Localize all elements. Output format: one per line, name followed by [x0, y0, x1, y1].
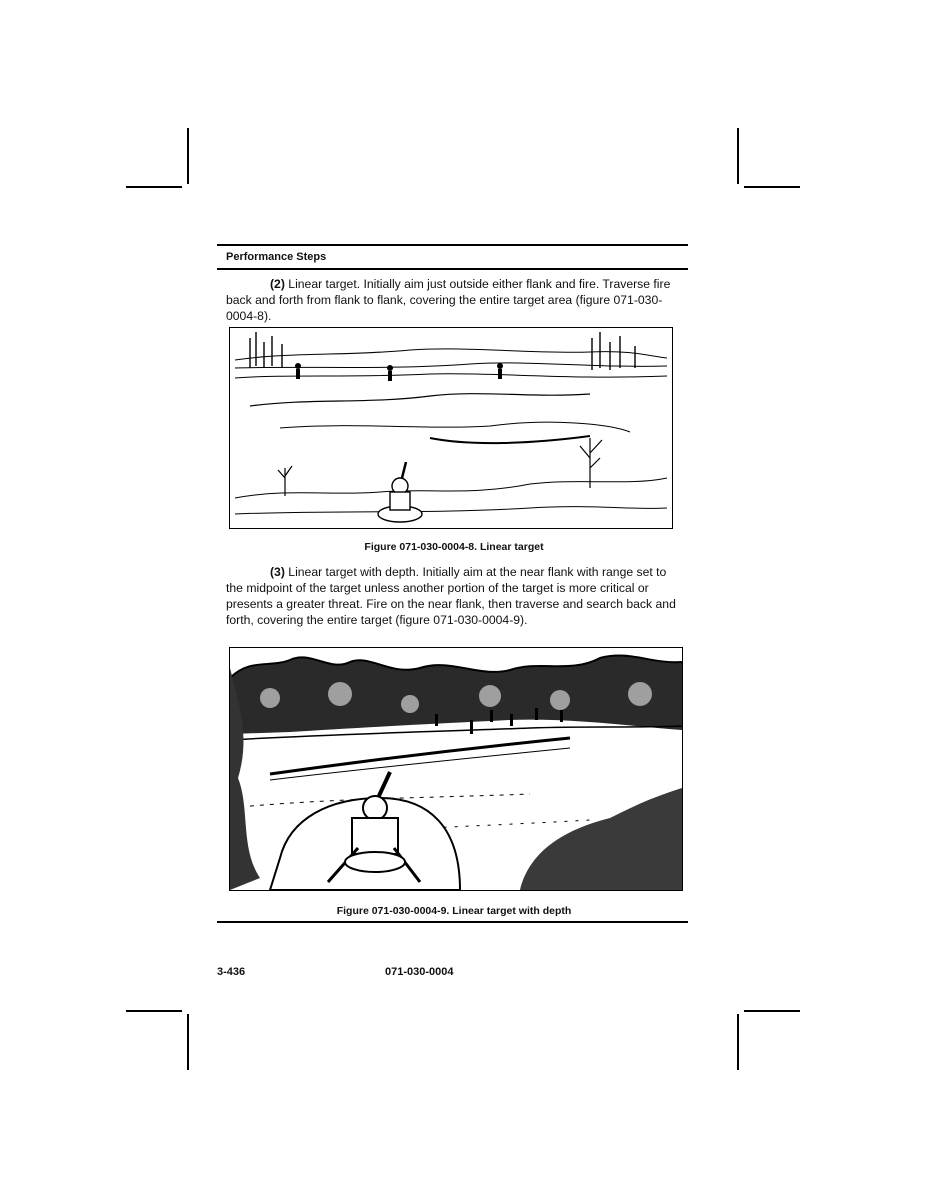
crop-mark-top-left-v	[187, 128, 189, 184]
header-bottom-rule	[217, 268, 688, 270]
step-2-number: (2)	[270, 277, 285, 291]
crop-mark-bottom-left-h	[126, 1010, 182, 1012]
step-2-paragraph	[226, 276, 682, 324]
crop-mark-bottom-right-h	[744, 1010, 800, 1012]
crop-mark-bottom-left-v	[187, 1014, 189, 1070]
footer-top-rule	[217, 921, 688, 923]
page-number: 3-436	[217, 966, 246, 978]
step-3-number: (3)	[270, 565, 285, 579]
crop-mark-top-right-h	[744, 186, 800, 188]
task-number: 071-030-0004	[385, 966, 454, 978]
linear-target-with-depth-sketch	[230, 648, 682, 890]
step-2-text: Linear target. Initially aim just outside either flank and fire. Traverse fire back and forth from flank to flank, covering the entire target area (figure 071-030-0004-8).	[226, 277, 671, 323]
figure-9-caption: Figure 071-030-0004-9. Linear target with depth	[336, 905, 572, 917]
section-label: Performance Steps	[226, 251, 327, 263]
crop-mark-bottom-right-v	[737, 1014, 739, 1070]
figure-8-caption: Figure 071-030-0004-8. Linear target	[364, 541, 544, 553]
step-3-text: Linear target with depth. Initially aim at the near flank with range set to the midpoint of the target unless another portion of the target is more critical or presents a greater threat. Fire on the near flank, then traverse and search back and forth, covering the entire target (figure 071-030-0004-9).	[226, 565, 676, 627]
figure-9-illustration	[229, 647, 683, 891]
figure-8-illustration	[229, 327, 673, 529]
header-top-rule	[217, 244, 688, 246]
crop-mark-top-right-v	[737, 128, 739, 184]
linear-target-sketch	[230, 328, 672, 528]
crop-mark-top-left-h	[126, 186, 182, 188]
step-3-paragraph	[226, 564, 682, 628]
